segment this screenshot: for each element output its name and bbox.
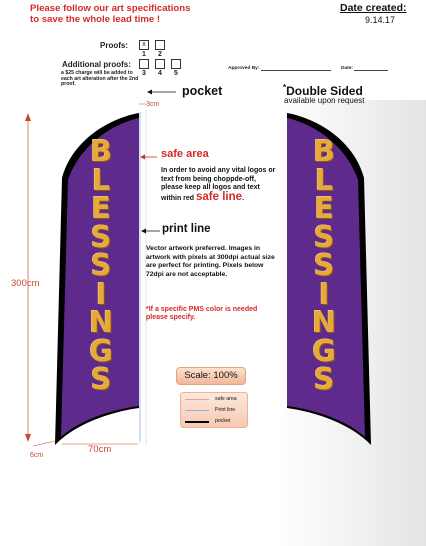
additional-proof-number-4: 4 [158, 70, 162, 77]
height-dimension-label: 300cm [11, 278, 40, 289]
pocket-label: pocket [182, 84, 223, 98]
safe-line-period: . [242, 194, 244, 202]
additional-proof-number-3: 3 [142, 70, 146, 77]
double-sided-text: Double Sided [286, 84, 363, 98]
additional-proof-number-5: 5 [174, 70, 178, 77]
approval-date-label: Date: [341, 66, 353, 71]
height-arrow-top [25, 113, 31, 121]
legend-swatch-safe-area [185, 399, 209, 400]
print-line-title: print line [162, 223, 211, 235]
flag-letter: N [311, 305, 337, 339]
legend-label-pocket: pocket [215, 418, 231, 424]
safe-area-text [161, 167, 279, 203]
flag-letter: L [91, 162, 111, 197]
flag-letter: S [313, 219, 335, 254]
double-sided-asterisk: * [283, 83, 287, 92]
proof-number-1: 1 [142, 51, 146, 58]
legend-swatch-print-line [185, 410, 209, 411]
flag-letter: B [89, 134, 113, 168]
flag-letter: L [314, 162, 334, 197]
proof-checkbox-1[interactable]: x [139, 40, 149, 50]
instruction-line-1: Please follow our art specifications [30, 3, 191, 14]
print-line-text: Vector artwork preferred. Images in artwork with pixels at 300dpi actual size are perfect for printing. Pixels below 72dpi are not acceptable. [146, 245, 275, 278]
flag-letter: E [91, 191, 111, 225]
flag-letter: S [90, 248, 112, 282]
back-flag-letters [307, 134, 341, 396]
pocket-dimension-label: 3cm [146, 101, 160, 108]
date-created-label: Date created: [340, 2, 407, 14]
safe-area-instruction: In order to avoid any vital logos or text from being choppde-off, please keep all logos and text within red [161, 167, 276, 202]
flag-letter: S [313, 248, 335, 282]
flag-letter: I [318, 276, 330, 311]
scale-badge: Scale: 100% [176, 367, 246, 385]
flag-letter: N [88, 305, 114, 339]
flag-letter: E [314, 191, 334, 225]
line-legend [180, 392, 248, 428]
flag-letter: S [90, 219, 112, 254]
flag-letter: I [95, 276, 107, 311]
bottom-dimension-line [33, 441, 55, 446]
front-flag-text [84, 134, 118, 396]
height-arrow-bottom [25, 434, 31, 442]
approved-by-label: Approved By: [228, 66, 260, 71]
legend-item-safe-area [185, 395, 247, 404]
flag-letter: G [89, 333, 113, 368]
proof-number-2: 2 [158, 51, 162, 58]
legend-item-print-line [185, 406, 247, 415]
legend-label-safe-area: safe area [215, 396, 237, 402]
additional-proofs-label: Additional proofs: [62, 60, 131, 69]
legend-item-pocket [185, 417, 247, 426]
back-flag-text [307, 134, 341, 396]
front-flag-letters [84, 134, 118, 396]
bottom-dimension-label: 6cm [30, 452, 44, 459]
flag-letter: B [312, 134, 336, 168]
width-dimension-label: 70cm [88, 444, 112, 455]
safe-line-word: safe line [196, 190, 243, 203]
legend-label-print-line: Print line [215, 407, 236, 413]
pms-color-note: *If a specific PMS color is needed please specify. [146, 306, 258, 322]
date-created-value: 9.14.17 [365, 15, 396, 25]
proofs-label: Proofs: [100, 41, 128, 50]
flag-letter: G [312, 333, 336, 368]
double-sided-subtitle: available upon request [284, 96, 365, 105]
flag-letter: S [90, 362, 112, 396]
legend-swatch-pocket [185, 421, 209, 423]
alteration-charge-note: a $25 charge will be added to each art alteration after the 2nd proof. [61, 70, 139, 88]
safe-area-title: safe area [161, 148, 209, 160]
instruction-line-2: to save the whole lead time ! [30, 14, 161, 25]
flag-letter: S [313, 362, 335, 396]
pocket-pointer-head [147, 90, 152, 95]
